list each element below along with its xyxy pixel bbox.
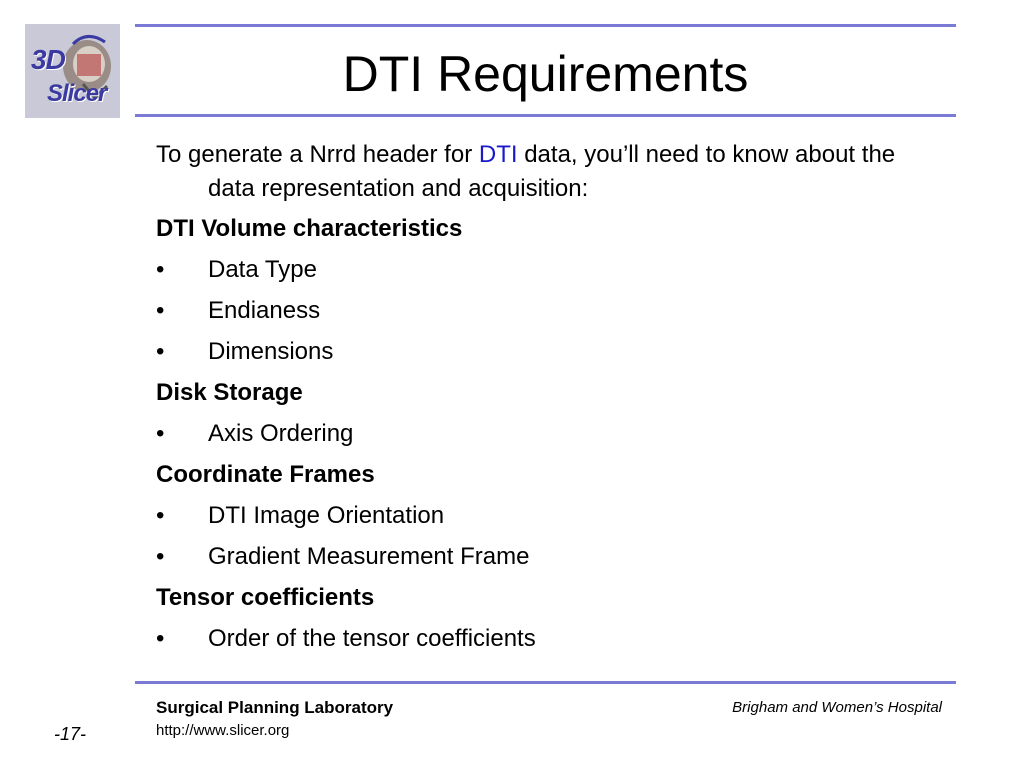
- bullet-marker: •: [156, 543, 165, 570]
- intro-text-before: To generate a Nrrd header for: [156, 141, 479, 168]
- bullet-marker: •: [156, 256, 165, 283]
- bullet-item: [156, 622, 946, 656]
- footer-rule: [135, 681, 956, 684]
- section-heading-disk: Disk Storage: [156, 379, 303, 406]
- bullet-item: [156, 417, 946, 451]
- intro-dti-highlight: DTI: [478, 141, 518, 168]
- bullet-text: Endianess: [208, 297, 321, 324]
- bullet-marker: •: [156, 502, 165, 529]
- bullet-marker: •: [156, 625, 165, 652]
- bullet-item: [156, 335, 946, 369]
- section-heading-tensor: Tensor coefficients: [156, 584, 375, 611]
- page-number: -17-: [54, 724, 87, 744]
- bullet-text: Gradient Measurement Frame: [208, 543, 530, 570]
- slicer-logo: [25, 24, 120, 118]
- bullet-text: Order of the tensor coefficients: [208, 625, 536, 652]
- bullet-marker: •: [156, 338, 165, 365]
- footer-organization: Surgical Planning Laboratory: [156, 698, 394, 717]
- bullet-text: Dimensions: [208, 338, 334, 365]
- section-heading-coordinates: Coordinate Frames: [156, 461, 375, 488]
- bullet-marker: •: [156, 420, 165, 447]
- logo-text-3d: 3D: [31, 44, 65, 75]
- slide-title: DTI Requirements: [342, 46, 749, 102]
- section-heading-volume: DTI Volume characteristics: [156, 215, 463, 242]
- bullet-item: [156, 540, 946, 574]
- bullet-text: DTI Image Orientation: [208, 502, 445, 529]
- logo-text-slicer: Slicer: [47, 80, 107, 107]
- intro-text-after: data, you’ll need to know about the data representation and acquisition:: [208, 141, 896, 202]
- bullet-text: Data Type: [208, 256, 317, 283]
- bullet-marker: •: [156, 297, 165, 324]
- footer-hospital: Brigham and Women’s Hospital: [732, 699, 942, 716]
- bullet-item: [156, 294, 946, 328]
- footer-url-link[interactable]: http://www.slicer.org: [156, 722, 290, 739]
- bullet-item: [156, 253, 946, 287]
- intro-paragraph: [156, 138, 946, 206]
- title-underline: [135, 114, 956, 117]
- top-rule: [135, 24, 956, 27]
- bullet-text: Axis Ordering: [208, 420, 354, 447]
- bullet-item: [156, 499, 946, 533]
- slide-body: [156, 138, 946, 663]
